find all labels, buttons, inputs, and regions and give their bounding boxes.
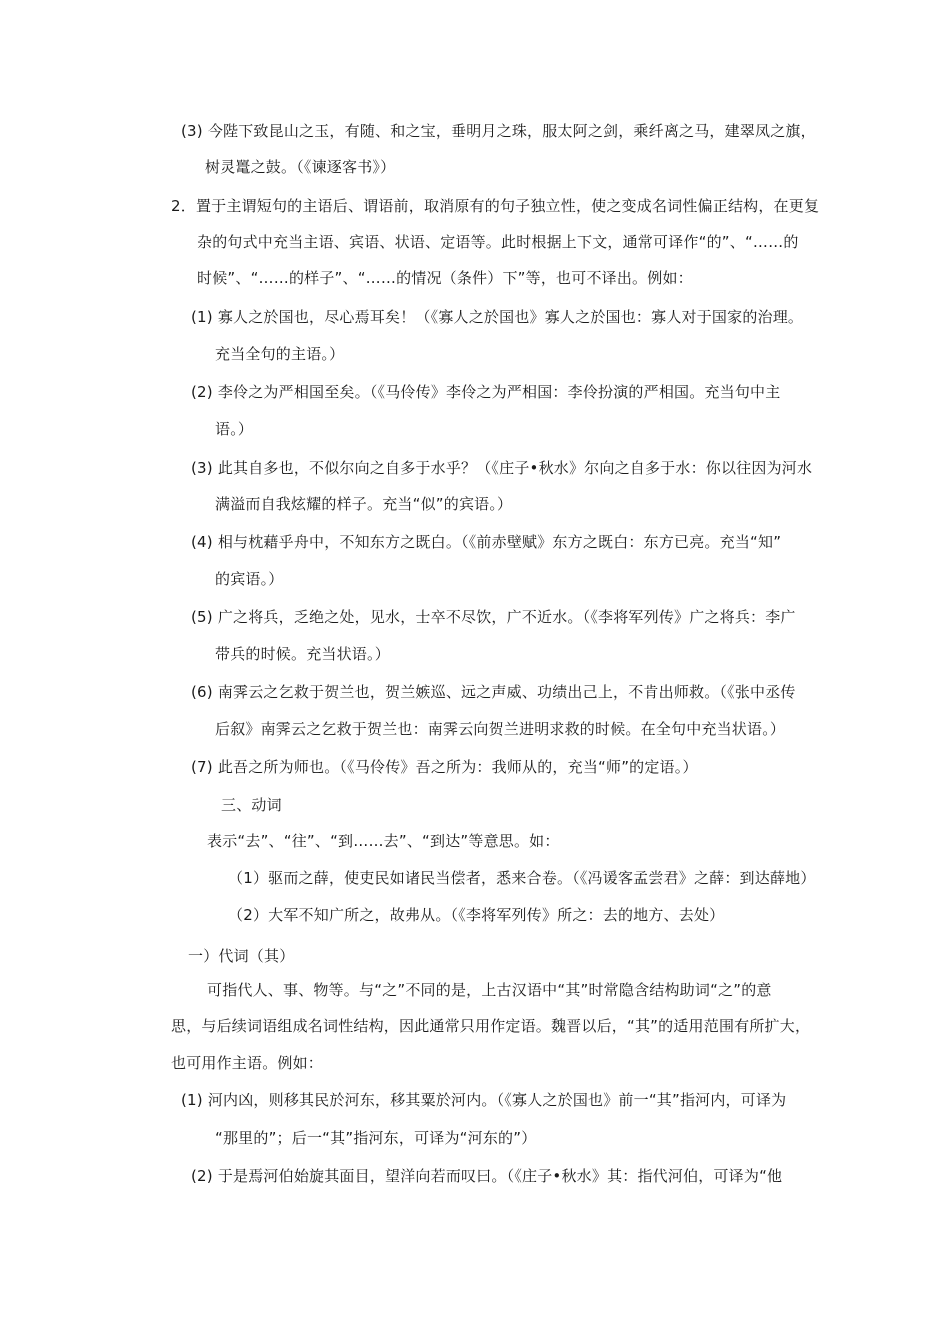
text-line: (3) 此其自多也，不似尔向之自多于水乎？（《庄子•秋水》尔向之自多于水：你以往因为河水 xyxy=(191,459,813,477)
text-line: (2) 于是焉河伯始旋其面目，望洋向若而叹曰。（《庄子•秋水》其：指代河伯，可译为“他 xyxy=(191,1167,783,1185)
text-line: (5) 广之将兵，乏绝之处，见水，士卒不尽饮，广不近水。（《李将军列传》广之将兵：李广 xyxy=(191,608,796,626)
text-line: 树灵鼍之鼓。（《谏逐客书》） xyxy=(205,158,396,176)
text-line: (1) 河内凶，则移其民於河东，移其粟於河内。（《寡人之於国也》前一“其”指河内，可译为 xyxy=(181,1091,787,1109)
text-line: 2．置于主谓短句的主语后、谓语前，取消原有的句子独立性，使之变成名词性偏正结构，在更复 xyxy=(171,197,820,215)
text-line: 的宾语。） xyxy=(215,570,284,588)
text-line: 后叙》南霁云之乞救于贺兰也：南霁云向贺兰进明求救的时候。在全句中充当状语。） xyxy=(215,720,786,738)
text-line: （2）大军不知广所之，故弗从。（《李将军列传》所之：去的地方、去处） xyxy=(228,906,725,924)
text-line: 时候”、“……的样子”、“……的情况（条件）下”等，也可不译出。例如： xyxy=(197,269,693,287)
text-line: 充当全句的主语。） xyxy=(215,345,345,363)
text-line: (7) 此吾之所为师也。（《马伶传》吾之所为：我师从的，充当“师”的定语。） xyxy=(191,758,698,776)
text-line: “那里的”；后一“其”指河东，可译为“河东的”） xyxy=(215,1129,537,1147)
text-line: 杂的句式中充当主语、宾语、状语、定语等。此时根据上下文，通常可译作“的”、“……的 xyxy=(197,233,799,251)
text-line: 也可用作主语。例如： xyxy=(171,1054,324,1072)
section-heading: 三、动词 xyxy=(221,796,282,814)
text-line: 思，与后续词语组成名词性结构，因此通常只用作定语。魏晋以后，“其”的适用范围有所扩大， xyxy=(171,1017,811,1035)
text-line: (6) 南霁云之乞救于贺兰也，贺兰嫉巡、远之声威、功绩出己上，不肯出师救。（《张中丞传 xyxy=(191,683,796,701)
section-heading: 一）代词（其） xyxy=(188,947,295,965)
text-line: (3) 今陛下致昆山之玉，有随、和之宝，垂明月之珠，服太阿之剑，乘纤离之马，建翠凤之旗， xyxy=(181,122,816,140)
text-line: (2) 李伶之为严相国至矣。（《马伶传》李伶之为严相国：李伶扮演的严相国。充当句中主 xyxy=(191,383,781,401)
text-line: 可指代人、事、物等。与“之”不同的是，上古汉语中“其”时常隐含结构助词“之”的意 xyxy=(207,981,772,999)
text-line: 满溢而自我炫耀的样子。充当“似”的宾语。） xyxy=(215,495,513,513)
text-line: (1) 寡人之於国也，尽心焉耳矣！（《寡人之於国也》寡人之於国也：寡人对于国家的治理。 xyxy=(191,308,804,326)
text-line: 语。） xyxy=(215,420,254,438)
text-line: 带兵的时候。充当状语。） xyxy=(215,645,390,663)
text-line: （1）驱而之薛，使吏民如诸民当偿者，悉来合卷。（《冯谖客孟尝君》之薛：到达薛地） xyxy=(228,869,816,887)
text-line: 表示“去”、“往”、“到……去”、“到达”等意思。如： xyxy=(207,832,560,850)
text-line: (4) 相与枕藉乎舟中，不知东方之既白。（《前赤壁赋》东方之既白：东方已亮。充当“知” xyxy=(191,533,782,551)
